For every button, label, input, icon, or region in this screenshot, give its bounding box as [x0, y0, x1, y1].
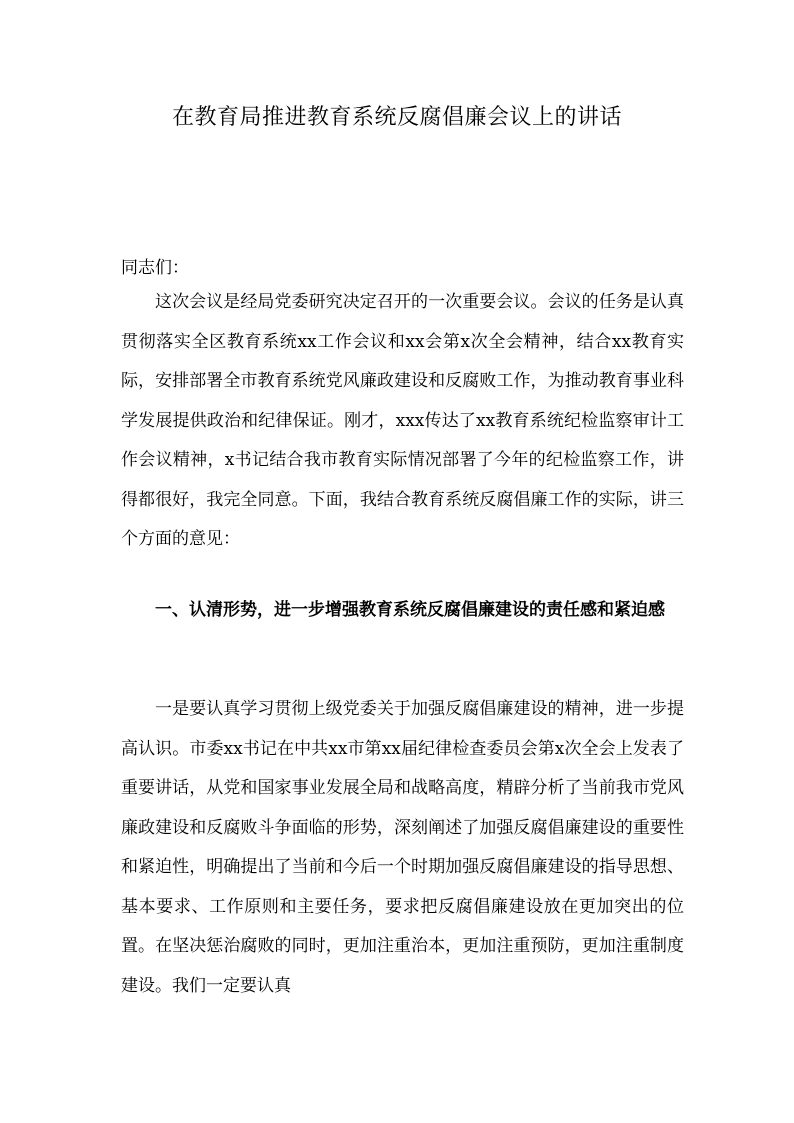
- salutation: 同志们：: [121, 258, 189, 278]
- section-heading-1: 一、认清形势，进一步增强教育系统反腐倡廉建设的责任感和紧迫感: [155, 600, 665, 620]
- paragraph-section-1: 一是要认真学习贯彻上级党委关于加强反腐倡廉建设的精神，进一步提高认识。市委xx书记在中共xx市第xx届纪律检查委员会第x次全会上发表了重要讲话，从党和国家事业发展全局和战略高度，精辟分析了当前我市党风廉政建设和反腐败斗争面临的形势，深刻阐述了加强反腐倡廉建设的重要性和紧迫性，明确提出了当前和今后一个时期加强反腐倡廉建设的指导思想、基本要求、工作原则和主要任务，要求把反腐倡廉建设放在更加突出的位置。在坚决惩治腐败的同时，更加注重治本，更加注重预防，更加注重制度建设。我们一定要认真: [121, 699, 684, 996]
- paragraph-intro: 这次会议是经局党委研究决定召开的一次重要会议。会议的任务是认真贯彻落实全区教育系统xx工作会议和xx会第x次全会精神，结合xx教育实际，安排部署全市教育系统党风廉政建设和反腐败工作，为推动教育事业科学发展提供政治和纪律保证。刚才，xxx传达了xx教育系统纪检监察审计工作会议精神，x书记结合我市教育实际情况部署了今年的纪检监察工作，讲得都很好，我完全同意。下面，我结合教育系统反腐倡廉工作的实际，讲三个方面的意见：: [121, 292, 684, 549]
- document-title: 在教育局推进教育系统反腐倡廉会议上的讲话: [171, 105, 622, 130]
